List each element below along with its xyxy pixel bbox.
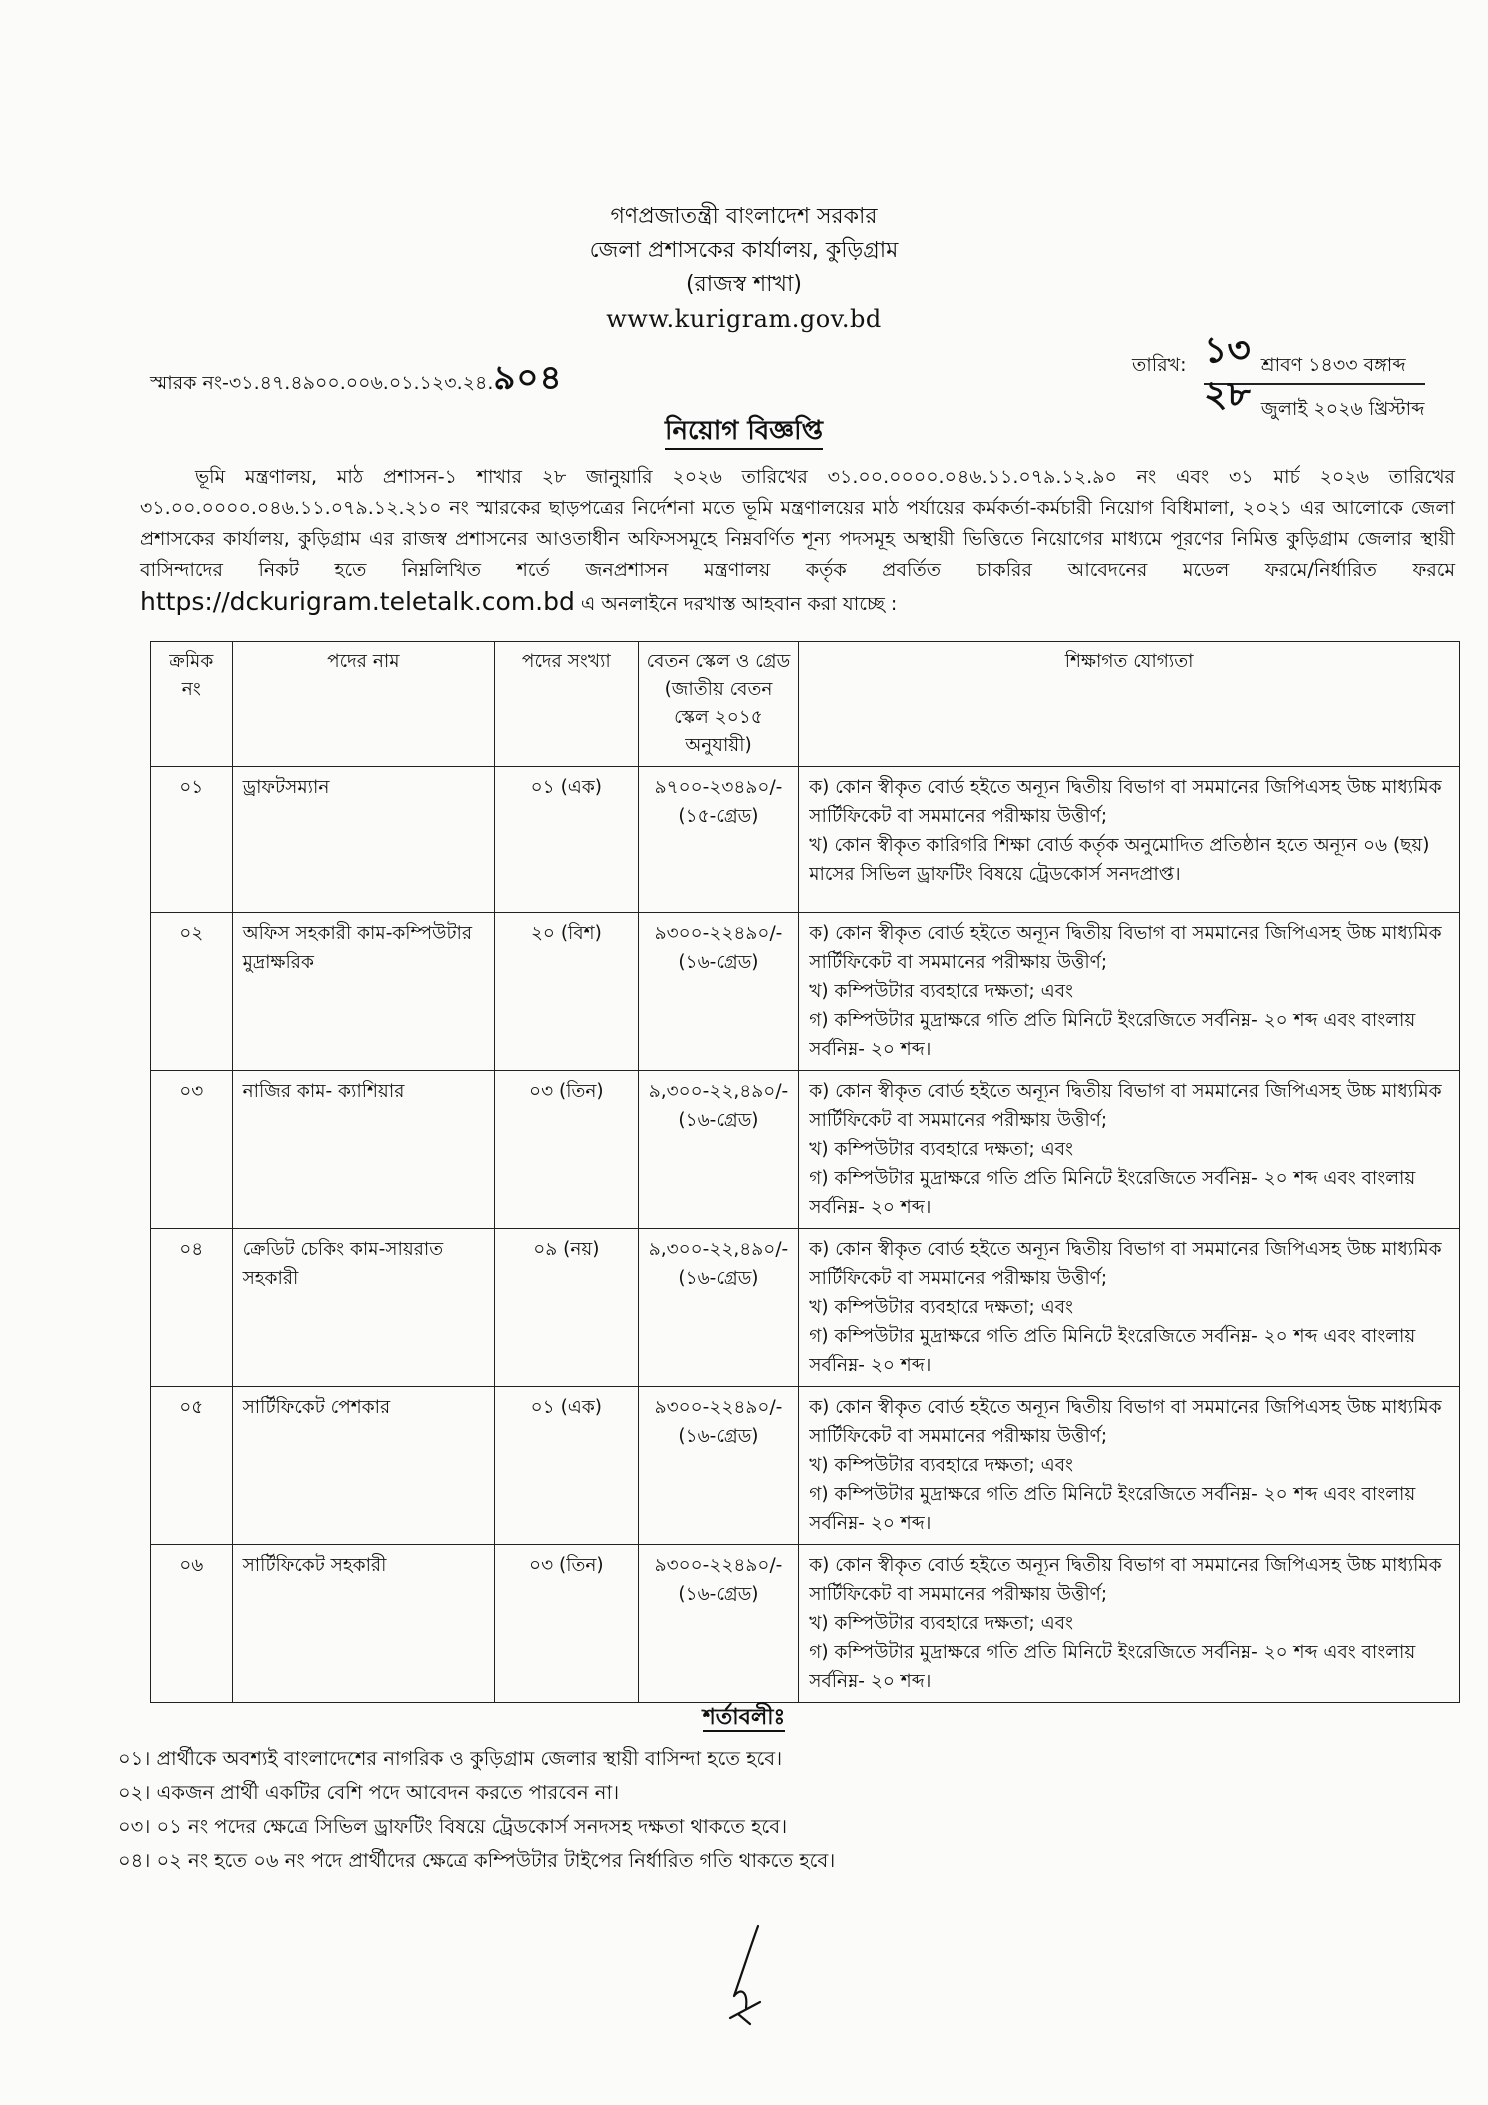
conditions-list xyxy=(118,1742,835,1878)
table-row xyxy=(151,1387,1460,1545)
intro-paragraph xyxy=(140,462,1455,620)
qualification-cell: ক) কোন স্বীকৃত বোর্ড হইতে অন্যূন দ্বিতীয় বিভাগ বা সমমানের জিপিএসহ উচ্চ মাধ্যমিক সার্টিফিকেট বা সমমানের পরীক্ষায় উত্তীর্ণ; খ) কম্পিউটার ব্যবহারে দক্ষতা; এবং গ) কম্পিউটার মুদ্রাক্ষরে গতি প্রতি মিনিটে ইংরেজিতে সর্বনিম্ন- ২০ শব্দ এবং বাংলায় সর্বনিম্ন- ২০ শব্দ। xyxy=(799,1229,1460,1387)
serial-cell: ০৪ xyxy=(151,1229,233,1387)
vacancy-table xyxy=(150,641,1460,1703)
memo-handwritten-number: ৯০৪ xyxy=(493,358,563,398)
qualification-cell: ক) কোন স্বীকৃত বোর্ড হইতে অন্যূন দ্বিতীয় বিভাগ বা সমমানের জিপিএসহ উচ্চ মাধ্যমিক সার্টিফিকেট বা সমমানের পরীক্ষায় উত্তীর্ণ; খ) কম্পিউটার ব্যবহারে দক্ষতা; এবং গ) কম্পিউটার মুদ্রাক্ষরে গতি প্রতি মিনিটে ইংরেজিতে সর্বনিম্ন- ২০ শব্দ এবং বাংলায় সর্বনিম্ন- ২০ শব্দ। xyxy=(799,1387,1460,1545)
header-serial: ক্রমিক নং xyxy=(151,642,233,767)
date-label: তারিখ: xyxy=(1132,354,1187,376)
qualification-cell: ক) কোন স্বীকৃত বোর্ড হইতে অন্যূন দ্বিতীয় বিভাগ বা সমমানের জিপিএসহ উচ্চ মাধ্যমিক সার্টিফিকেট বা সমমানের পরীক্ষায় উত্তীর্ণ; খ) কম্পিউটার ব্যবহারে দক্ষতা; এবং গ) কম্পিউটার মুদ্রাক্ষরে গতি প্রতি মিনিটে ইংরেজিতে সর্বনিম্ন- ২০ শব্দ এবং বাংলায় সর্বনিম্ন- ২০ শব্দ। xyxy=(799,1545,1460,1703)
table-row xyxy=(151,767,1460,913)
qualification-cell: ক) কোন স্বীকৃত বোর্ড হইতে অন্যূন দ্বিতীয় বিভাগ বা সমমানের জিপিএসহ উচ্চ মাধ্যমিক সার্টিফিকেট বা সমমানের পরীক্ষায় উত্তীর্ণ; খ) কম্পিউটার ব্যবহারে দক্ষতা; এবং গ) কম্পিউটার মুদ্রাক্ষরে গতি প্রতি মিনিটে ইংরেজিতে সর্বনিম্ন- ২০ শব্দ এবং বাংলায় সর্বনিম্ন- ২০ শব্দ। xyxy=(799,913,1460,1071)
post-name-cell: সার্টিফিকেট পেশকার xyxy=(232,1387,494,1545)
post-count-cell: ২০ (বিশ) xyxy=(495,913,639,1071)
post-name-cell: নাজির কাম- ক্যাশিয়ার xyxy=(232,1071,494,1229)
header-pay-scale: বেতন স্কেল ও গ্রেড (জাতীয় বেতন স্কেল ২০১৫ অনুযায়ী) xyxy=(638,642,799,767)
pay-scale-cell: ৯৩০০-২২৪৯০/- (১৬-গ্রেড) xyxy=(638,1387,799,1545)
header-qualification: শিক্ষাগত যোগ্যতা xyxy=(799,642,1460,767)
pay-scale-cell: ৯৭০০-২৩৪৯০/- (১৫-গ্রেড) xyxy=(638,767,799,913)
office-name: জেলা প্রশাসকের কার্যালয়, কুড়িগ্রাম xyxy=(589,238,899,263)
pay-scale-cell: ৯,৩০০-২২,৪৯০/- (১৬-গ্রেড) xyxy=(638,1071,799,1229)
post-name-cell: সার্টিফিকেট সহকারী xyxy=(232,1545,494,1703)
header-post-count: পদের সংখ্যা xyxy=(495,642,639,767)
post-count-cell: ০৯ (নয়) xyxy=(495,1229,639,1387)
intro-text: ভূমি মন্ত্রণালয়, মাঠ প্রশাসন-১ শাখার ২৮ জানুয়ারি ২০২৬ তারিখের ৩১.০০.০০০০.০৪৬.১১.০৭৯.১২.৯০ নং এবং ৩১ মার্চ ২০২৬ তারিখের ৩১.০০.০০০০.০৪৬.১১.০৭৯.১২.২১০ নং স্মারকের ছাড়পত্রের নির্দেশনা মতে ভূমি মন্ত্রণালয়ের মাঠ পর্যায়ের কর্মকর্তা-কর্মচারী নিয়োগ বিধিমালা, ২০২১ এর আলোকে জেলা প্রশাসকের কার্যালয়, কুড়িগ্রাম এর রাজস্ব প্রশাসনের আওতাধীন অফিসসমূহে নিম্নবর্ণিত শূন্য পদসমূহ অস্থায়ী ভিত্তিতে নিয়োগের মাধ্যমে পূরণের নিমিত্ত কুড়িগ্রাম জেলার স্থায়ী বাসিন্দাদের নিকট হতে নিম্নলিখিত শর্তে জনপ্রশাসন মন্ত্রণালয় কর্তৃক প্রবর্তিত চাকরির আবেদনের মডেল ফরমে/নির্ধারিত ফরমে xyxy=(140,466,1455,581)
pay-scale-cell: ৯৩০০-২২৪৯০/- (১৬-গ্রেড) xyxy=(638,1545,799,1703)
table-row xyxy=(151,1229,1460,1387)
conditions-title: শর্তাবলীঃ xyxy=(702,1705,786,1730)
condition-item: ০৩। ০১ নং পদের ক্ষেত্রে সিভিল ড্রাফটিং বিষয়ে ট্রেডকোর্স সনদসহ দক্ষতা থাকতে হবে। xyxy=(118,1815,788,1838)
table-row xyxy=(151,1071,1460,1229)
post-count-cell: ০৩ (তিন) xyxy=(495,1545,639,1703)
signature xyxy=(720,1918,790,2032)
memo-label: স্মারক নং-৩১.৪৭.৪৯০০.০০৬.০১.১২৩.২৪. xyxy=(150,372,494,394)
post-name-cell: ড্রাফটসম্যান xyxy=(232,767,494,913)
english-day: ২৮ xyxy=(1204,373,1251,415)
serial-cell: ০৫ xyxy=(151,1387,233,1545)
table-header-row xyxy=(151,642,1460,767)
intro-tail: এ অনলাইনে দরখাস্ত আহবান করা যাচ্ছে : xyxy=(574,593,898,615)
letterhead xyxy=(0,200,1488,336)
bangla-date: শ্রাবণ ১৪৩৩ বঙ্গাব্দ xyxy=(1260,354,1406,376)
application-link[interactable]: https://dckurigram.teletalk.com.bd xyxy=(140,587,575,616)
english-date: জুলাই ২০২৬ খ্রিস্টাব্দ xyxy=(1260,398,1425,420)
post-name-cell: ক্রেডিট চেকিং কাম-সায়রাত সহকারী xyxy=(232,1229,494,1387)
condition-item: ০৪। ০২ নং হতে ০৬ নং পদে প্রার্থীদের ক্ষেত্রে কম্পিউটার টাইপের নির্ধারিত গতি থাকতে হবে। xyxy=(118,1849,836,1872)
memo-number xyxy=(150,352,563,409)
government-name: গণপ্রজাতন্ত্রী বাংলাদেশ সরকার xyxy=(610,204,878,229)
pay-scale-cell: ৯,৩০০-২২,৪৯০/- (১৬-গ্রেড) xyxy=(638,1229,799,1387)
table-row xyxy=(151,913,1460,1071)
post-name-cell: অফিস সহকারী কাম-কম্পিউটার মুদ্রাক্ষরিক xyxy=(232,913,494,1071)
branch-name: (রাজস্ব শাখা) xyxy=(686,272,802,297)
condition-item: ০২। একজন প্রার্থী একটির বেশি পদে আবেদন করতে পারবেন না। xyxy=(118,1781,620,1804)
pay-scale-cell: ৯৩০০-২২৪৯০/- (১৬-গ্রেড) xyxy=(638,913,799,1071)
condition-item: ০১। প্রার্থীকে অবশ্যই বাংলাদেশের নাগরিক ও কুড়িগ্রাম জেলার স্থায়ী বাসিন্দা হতে হবে। xyxy=(118,1747,783,1770)
qualification-cell: ক) কোন স্বীকৃত বোর্ড হইতে অন্যূন দ্বিতীয় বিভাগ বা সমমানের জিপিএসহ উচ্চ মাধ্যমিক সার্টিফিকেট বা সমমানের পরীক্ষায় উত্তীর্ণ; খ) কোন স্বীকৃত কারিগরি শিক্ষা বোর্ড কর্তৃক অনুমোদিত প্রতিষ্ঠান হতে অন্যূন ০৬ (ছয়) মাসের সিভিল ড্রাফটিং বিষয়ে ট্রেডকোর্স সনদপ্রাপ্ত। xyxy=(799,767,1460,913)
serial-cell: ০৬ xyxy=(151,1545,233,1703)
post-count-cell: ০১ (এক) xyxy=(495,1387,639,1545)
post-count-cell: ০১ (এক) xyxy=(495,767,639,913)
serial-cell: ০৩ xyxy=(151,1071,233,1229)
serial-cell: ০২ xyxy=(151,913,233,1071)
bangla-day: ১৩ xyxy=(1204,329,1251,371)
header-post-name: পদের নাম xyxy=(232,642,494,767)
post-count-cell: ০৩ (তিন) xyxy=(495,1071,639,1229)
website-link[interactable]: www.kurigram.gov.bd xyxy=(606,305,882,333)
qualification-cell: ক) কোন স্বীকৃত বোর্ড হইতে অন্যূন দ্বিতীয় বিভাগ বা সমমানের জিপিএসহ উচ্চ মাধ্যমিক সার্টিফিকেট বা সমমানের পরীক্ষায় উত্তীর্ণ; খ) কম্পিউটার ব্যবহারে দক্ষতা; এবং গ) কম্পিউটার মুদ্রাক্ষরে গতি প্রতি মিনিটে ইংরেজিতে সর্বনিম্ন- ২০ শব্দ এবং বাংলায় সর্বনিম্ন- ২০ শব্দ। xyxy=(799,1071,1460,1229)
notice-title: নিয়োগ বিজ্ঞপ্তি xyxy=(0,410,1488,454)
serial-cell: ০১ xyxy=(151,767,233,913)
table-row xyxy=(151,1545,1460,1703)
